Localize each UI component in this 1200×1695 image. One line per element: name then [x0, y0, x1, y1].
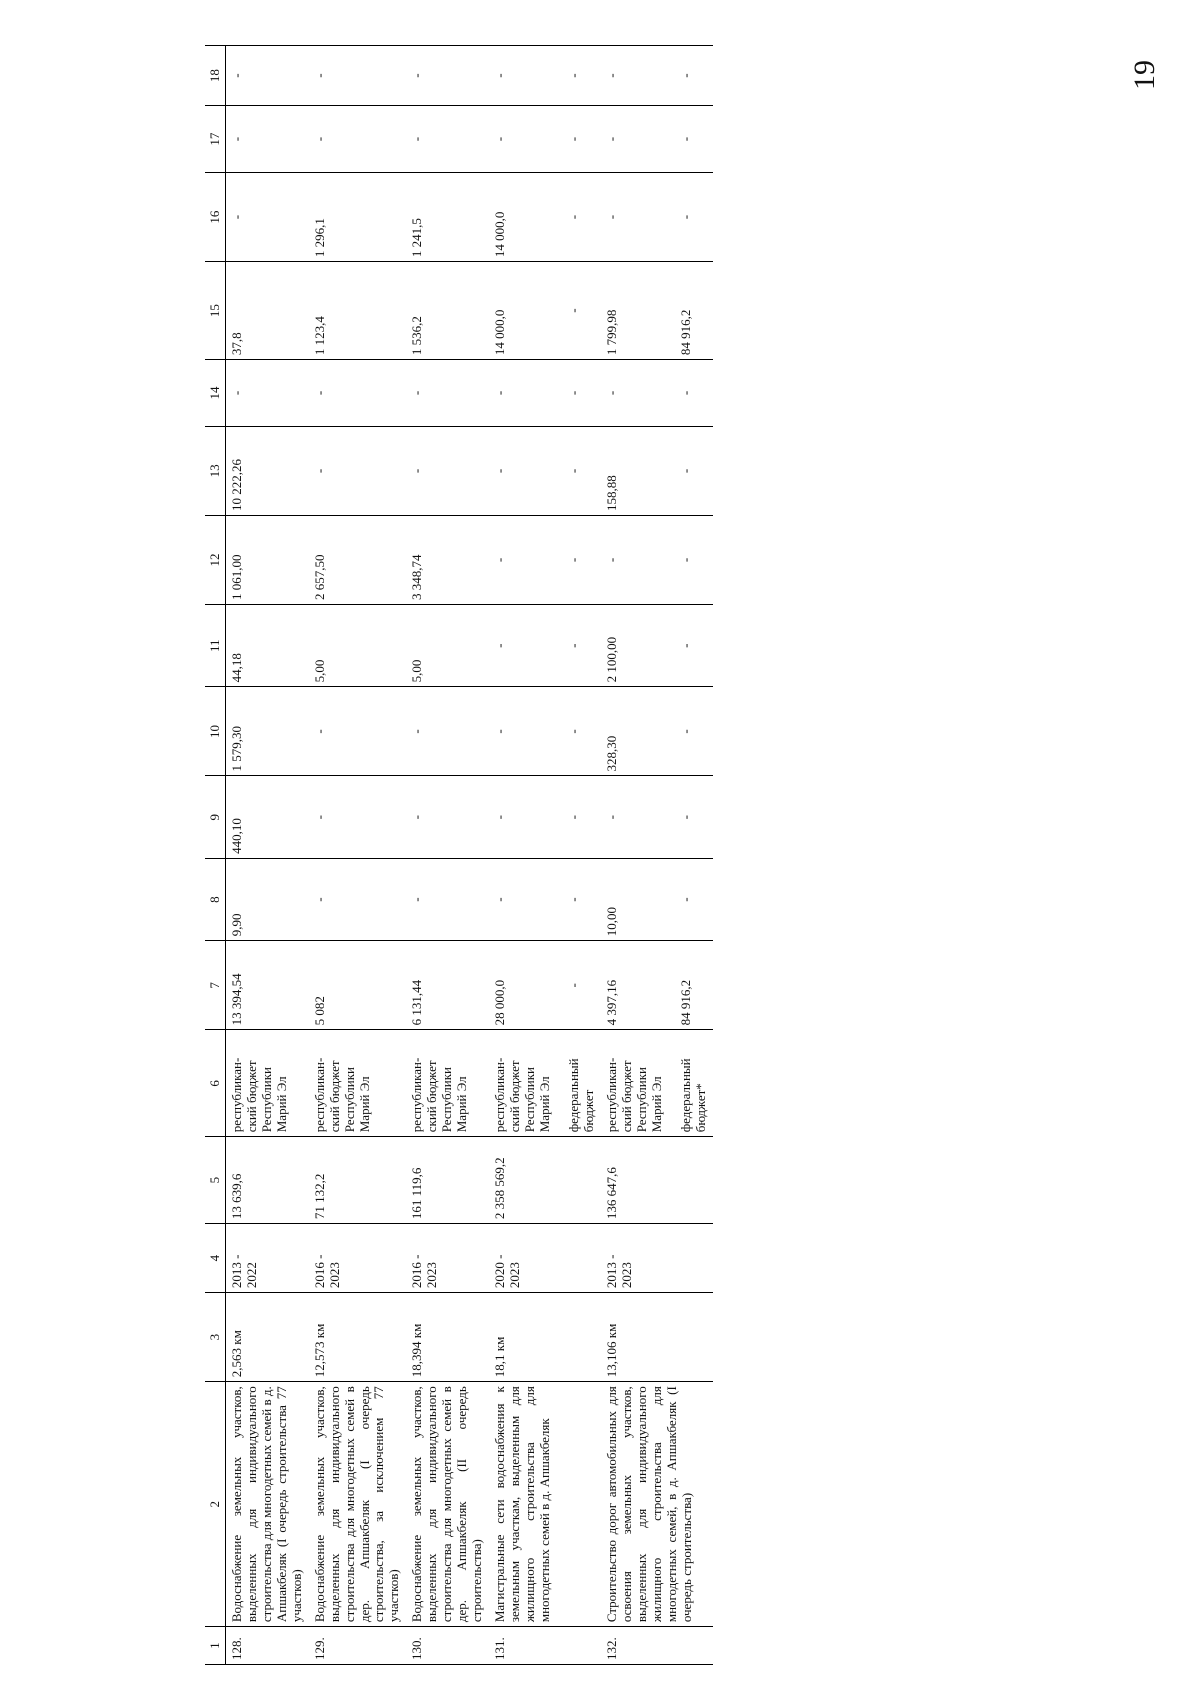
value-cell: [309, 941, 407, 1030]
table-header: [205, 46, 226, 1665]
value: -: [603, 815, 619, 820]
row-number: 128.: [226, 1627, 309, 1665]
value: -: [677, 214, 693, 220]
value: 9,90: [229, 913, 244, 937]
value: -: [492, 73, 507, 78]
value: -: [677, 390, 693, 396]
total-cost: 13 639,6: [226, 1137, 309, 1224]
value: -: [677, 136, 693, 142]
value-cell: [406, 173, 489, 262]
value: -: [409, 136, 425, 142]
value: 440,10: [229, 818, 244, 854]
value: 3 348,74: [409, 554, 425, 601]
value-cell: [601, 687, 713, 776]
value-cell: [489, 426, 601, 515]
value-cell: [226, 687, 309, 776]
value-cell: [226, 858, 309, 940]
object-name: Водоснабжение земельных участков, выделенных для индивидуального строительства для многодетных семей в д. Апшакбеляк (I очередь строительства 77 участков): [226, 1382, 309, 1627]
object-length: 13,106 км: [601, 1293, 713, 1382]
value: -: [492, 729, 507, 734]
value-cell: [309, 858, 407, 940]
value: 5,00: [311, 659, 327, 683]
value: 28 000,0: [492, 979, 507, 1026]
value: -: [409, 73, 425, 78]
value: -: [492, 390, 507, 396]
value: -: [409, 390, 425, 396]
value: 2 657,50: [311, 554, 327, 601]
column-header: 1: [205, 1627, 226, 1665]
value-cell: [309, 360, 407, 427]
value: 1 241,5: [409, 218, 425, 258]
value-cell: [489, 262, 601, 360]
value: 2 100,00: [603, 636, 619, 683]
object-length: 18,394 км: [406, 1293, 489, 1382]
value: -: [311, 390, 327, 396]
total-cost: 136 647,6: [601, 1137, 713, 1224]
column-header: 16: [205, 173, 226, 262]
value: -: [677, 815, 693, 820]
value: -: [566, 557, 581, 563]
value: 1 799,98: [603, 309, 619, 356]
object-length: 2,563 км: [226, 1293, 309, 1382]
value-cell: [601, 858, 713, 940]
row-number: 132.: [601, 1627, 713, 1665]
table-body: [226, 46, 713, 1665]
value-cell: [489, 605, 601, 687]
total-cost: 71 132,2: [309, 1137, 407, 1224]
column-header: 12: [205, 515, 226, 604]
table-row: [406, 46, 489, 1665]
object-name: Водоснабжение земельных участков, выделенных для индивидуального строительства для многодетных семей в дер. Апшакбеляк (II очередь строительства): [406, 1382, 489, 1627]
value: -: [603, 390, 619, 396]
value: -: [229, 390, 244, 396]
value-cell: [489, 360, 601, 427]
value: 5 082: [311, 996, 327, 1026]
funding-source: республикан-ский бюджет Республики Марий Эл: [311, 1057, 372, 1133]
value: -: [566, 136, 581, 142]
column-header: 7: [205, 941, 226, 1030]
funding-source: республикан-ский бюджет Республики Марий Эл: [603, 1057, 664, 1133]
value-cell: [601, 360, 713, 427]
value-cell: [489, 776, 601, 858]
value: -: [311, 136, 327, 142]
funding-source: республикан-ский бюджет Республики Марий Эл: [229, 1057, 289, 1133]
value: -: [409, 468, 425, 474]
column-header: 6: [205, 1030, 226, 1137]
value-cell: [226, 515, 309, 604]
value-cell: [601, 776, 713, 858]
value-cell: [406, 605, 489, 687]
value: -: [311, 897, 327, 902]
value: 14 000,0: [492, 211, 507, 258]
value: 44,18: [229, 653, 244, 683]
value-cell: [601, 106, 713, 173]
value: -: [566, 468, 581, 474]
column-header: 15: [205, 262, 226, 360]
value: 6 131,44: [409, 979, 425, 1026]
value-cell: [226, 106, 309, 173]
object-period: 2013 - 2023: [601, 1224, 713, 1293]
value: -: [566, 73, 581, 78]
funding-source: республикан-ский бюджет Республики Марий Эл: [409, 1057, 470, 1133]
value: -: [677, 897, 693, 902]
value-cell: [226, 262, 309, 360]
funding-source-cell: [406, 1030, 489, 1137]
value: -: [566, 390, 581, 396]
column-header: 17: [205, 106, 226, 173]
value: -: [603, 557, 619, 563]
value-cell: [489, 106, 601, 173]
budget-table: [205, 45, 713, 1665]
row-number: 131.: [489, 1627, 601, 1665]
value: -: [492, 643, 507, 648]
value-cell: [309, 46, 407, 106]
value-cell: [406, 776, 489, 858]
value: -: [603, 73, 619, 78]
rotated-table-container: [205, 45, 985, 1665]
value-cell: [226, 426, 309, 515]
value-cell: [226, 360, 309, 427]
total-cost: 2 358 569,2: [489, 1137, 601, 1224]
value-cell: [406, 46, 489, 106]
value: 13 394,54: [229, 973, 244, 1026]
funding-source-cell: [309, 1030, 407, 1137]
value-cell: [406, 687, 489, 776]
funding-source: федеральный бюджет: [566, 1058, 596, 1133]
value-cell: [489, 858, 601, 940]
object-period: 2013 - 2022: [226, 1224, 309, 1293]
value-cell: [489, 515, 601, 604]
value: -: [311, 73, 327, 78]
funding-source-cell: [601, 1030, 713, 1137]
value-cell: [226, 605, 309, 687]
value: -: [492, 815, 507, 820]
table-row: [309, 46, 407, 1665]
column-header: 13: [205, 426, 226, 515]
value: -: [566, 983, 581, 988]
value: 10,00: [603, 907, 619, 937]
value-cell: [489, 173, 601, 262]
object-name: Водоснабжение земельных участков, выделенных для индивидуального строительства для многодетных семей в дер. Апшакбеляк (I очередь строительства, за исключением 77 участков): [309, 1382, 407, 1627]
object-length: 12,573 км: [309, 1293, 407, 1382]
total-cost: 161 119,6: [406, 1137, 489, 1224]
object-name: Строительство дорог автомобильных для освоения земельных участков, выделенных для индивидуального жилищного строительства для многодетных семей, в д. Апшакбеляк (I очередь строительства): [601, 1382, 713, 1627]
value: 10 222,26: [229, 458, 244, 511]
value: -: [492, 557, 507, 563]
column-header: 8: [205, 858, 226, 940]
column-header: 4: [205, 1224, 226, 1293]
value-cell: [489, 941, 601, 1030]
value: -: [566, 214, 581, 220]
value: 4 397,16: [603, 979, 619, 1026]
value-cell: [309, 426, 407, 515]
value: -: [409, 729, 425, 734]
funding-source: республикан-ский бюджет Республики Марий Эл: [492, 1057, 552, 1133]
value-cell: [406, 941, 489, 1030]
column-header: 18: [205, 46, 226, 106]
object-name: Магистральные сети водоснабжения к земельным участкам, выделенным для жилищного строительства для многодетных семей в д. Апшакбеляк: [489, 1382, 601, 1627]
value-cell: [406, 515, 489, 604]
value-cell: [309, 515, 407, 604]
value: -: [311, 729, 327, 734]
column-header: 9: [205, 776, 226, 858]
value-cell: [309, 262, 407, 360]
funding-source-cell: [226, 1030, 309, 1137]
column-header: 14: [205, 360, 226, 427]
value-cell: [601, 515, 713, 604]
object-period: 2016 - 2023: [309, 1224, 407, 1293]
value: -: [677, 729, 693, 734]
value-cell: [406, 106, 489, 173]
value: 14 000,0: [492, 309, 507, 356]
value-cell: [309, 106, 407, 173]
value-cell: [406, 858, 489, 940]
value: 5,00: [409, 659, 425, 683]
value-cell: [406, 426, 489, 515]
object-period: 2020 - 2023: [489, 1224, 601, 1293]
value: -: [229, 73, 244, 78]
value: -: [566, 815, 581, 820]
value: -: [409, 897, 425, 902]
value: 328,30: [603, 735, 619, 772]
value: -: [566, 729, 581, 734]
table-row: [226, 46, 309, 1665]
column-header: 5: [205, 1137, 226, 1224]
row-number: 130.: [406, 1627, 489, 1665]
value-cell: [489, 46, 601, 106]
object-period: 2016 - 2023: [406, 1224, 489, 1293]
table-row: [489, 46, 601, 1665]
value: 84 916,2: [677, 979, 693, 1026]
value-cell: [226, 941, 309, 1030]
value-cell: [406, 262, 489, 360]
value: -: [603, 136, 619, 142]
value: 1 579,30: [229, 726, 244, 772]
column-header: 11: [205, 605, 226, 687]
value: -: [566, 308, 581, 313]
table-row: [601, 46, 713, 1665]
value: -: [229, 214, 244, 220]
value: -: [677, 643, 693, 648]
value: -: [311, 815, 327, 820]
value: -: [492, 897, 507, 902]
value: -: [677, 468, 693, 474]
value: 1 061,00: [229, 554, 244, 601]
value: -: [492, 136, 507, 142]
value: -: [492, 468, 507, 474]
value: 1 536,2: [409, 316, 425, 356]
value: -: [229, 136, 244, 142]
value-cell: [309, 776, 407, 858]
value-cell: [309, 687, 407, 776]
column-header: 3: [205, 1293, 226, 1382]
value: 1 123,4: [311, 316, 327, 356]
row-number: 129.: [309, 1627, 407, 1665]
value: -: [566, 897, 581, 902]
value: 1 296,1: [311, 218, 327, 258]
value: -: [677, 557, 693, 563]
column-header: 2: [205, 1382, 226, 1627]
value-cell: [601, 173, 713, 262]
object-length: 18,1 км: [489, 1293, 601, 1382]
funding-source: федеральный бюджет*: [677, 1058, 708, 1133]
value-cell: [226, 46, 309, 106]
value-cell: [601, 605, 713, 687]
value: 158,88: [603, 475, 619, 511]
value: -: [566, 643, 581, 648]
value: -: [311, 468, 327, 474]
column-header: 10: [205, 687, 226, 776]
funding-source-cell: [489, 1030, 601, 1137]
value-cell: [226, 173, 309, 262]
page-number: 19: [1128, 60, 1161, 90]
value: -: [409, 815, 425, 820]
value: 37,8: [229, 332, 244, 356]
value-cell: [601, 46, 713, 106]
value-cell: [226, 776, 309, 858]
value-cell: [309, 173, 407, 262]
value-cell: [489, 687, 601, 776]
value-cell: [601, 426, 713, 515]
value-cell: [309, 605, 407, 687]
value-cell: [406, 360, 489, 427]
value: -: [677, 73, 693, 78]
value-cell: [601, 941, 713, 1030]
value: 84 916,2: [677, 309, 693, 356]
value: -: [603, 214, 619, 220]
value-cell: [601, 262, 713, 360]
